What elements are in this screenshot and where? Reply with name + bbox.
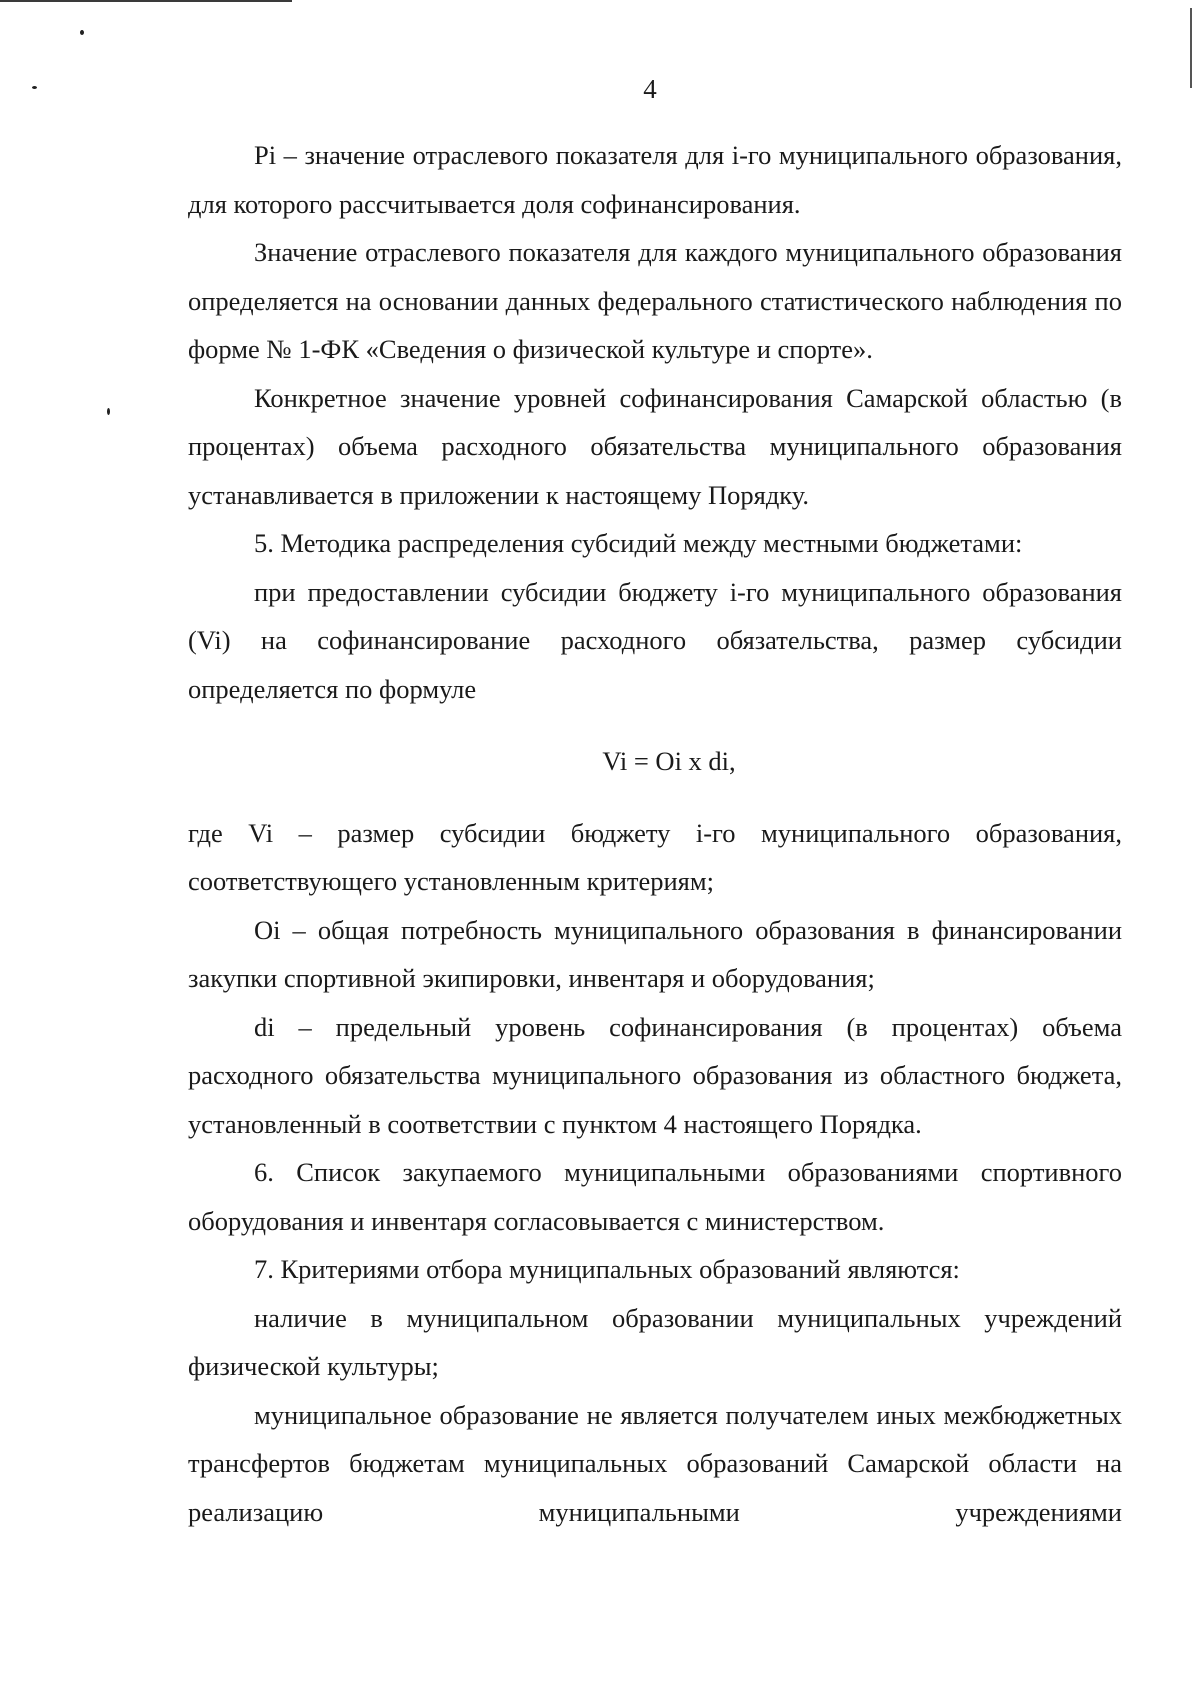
- section-heading: 7. Критериями отбора муниципальных образований являются:: [254, 1254, 960, 1284]
- paragraph: Значение отраслевого показателя для каждого муниципального образования определяется на основании данных федерального статистического наблюдения по форме № 1-ФК «Сведения о физической культуре и спорте».: [188, 237, 1122, 364]
- paragraph: di – предельный уровень софинансирования (в процентах) объема расходного обязательства муниципального образования из областного бюджета, установленный в соответствии с пунктом 4 настоящего Порядка.: [188, 1011, 1122, 1139]
- paragraph: муниципальное образование не является получателем иных межбюджетных трансфертов бюджетам муниципальных образований Самарской области на реализацию муниципальными учреждениями: [188, 1399, 1122, 1527]
- scan-border-top: [0, 0, 292, 2]
- page-number: 4: [643, 74, 657, 104]
- scan-speck: [80, 30, 84, 35]
- paragraph: 6. Список закупаемого муниципальными образованиями спортивного оборудования и инвентаря согласовывается с министерством.: [188, 1157, 1122, 1236]
- paragraph: наличие в муниципальном образовании муниципальных учреждений физической культуры;: [188, 1302, 1122, 1381]
- document-body: [188, 131, 1122, 1536]
- paragraph: Oi – общая потребность муниципального образования в финансировании закупки спортивной экипировки, инвентаря и оборудования;: [188, 914, 1122, 993]
- section-heading: 5. Методика распределения субсидий между местными бюджетами:: [254, 528, 1023, 558]
- paragraph: при предоставлении субсидии бюджету i-го муниципального образования (Vi) на софинансирование расходного обязательства, размер субсидии определяется по формуле: [188, 576, 1122, 704]
- formula: Vi = Oi x di,: [602, 746, 736, 776]
- scan-speck: [107, 408, 110, 415]
- paragraph: где Vi – размер субсидии бюджету i-го муниципального образования, соответствующего установленным критериям;: [188, 817, 1122, 896]
- paragraph: Pi – значение отраслевого показателя для i-го муниципального образования, для которого рассчитывается доля софинансирования.: [188, 140, 1122, 219]
- paragraph: Конкретное значение уровней софинансирования Самарской областью (в процентах) объема расходного обязательства муниципального образования устанавливается в приложении к настоящему Порядку.: [188, 382, 1122, 510]
